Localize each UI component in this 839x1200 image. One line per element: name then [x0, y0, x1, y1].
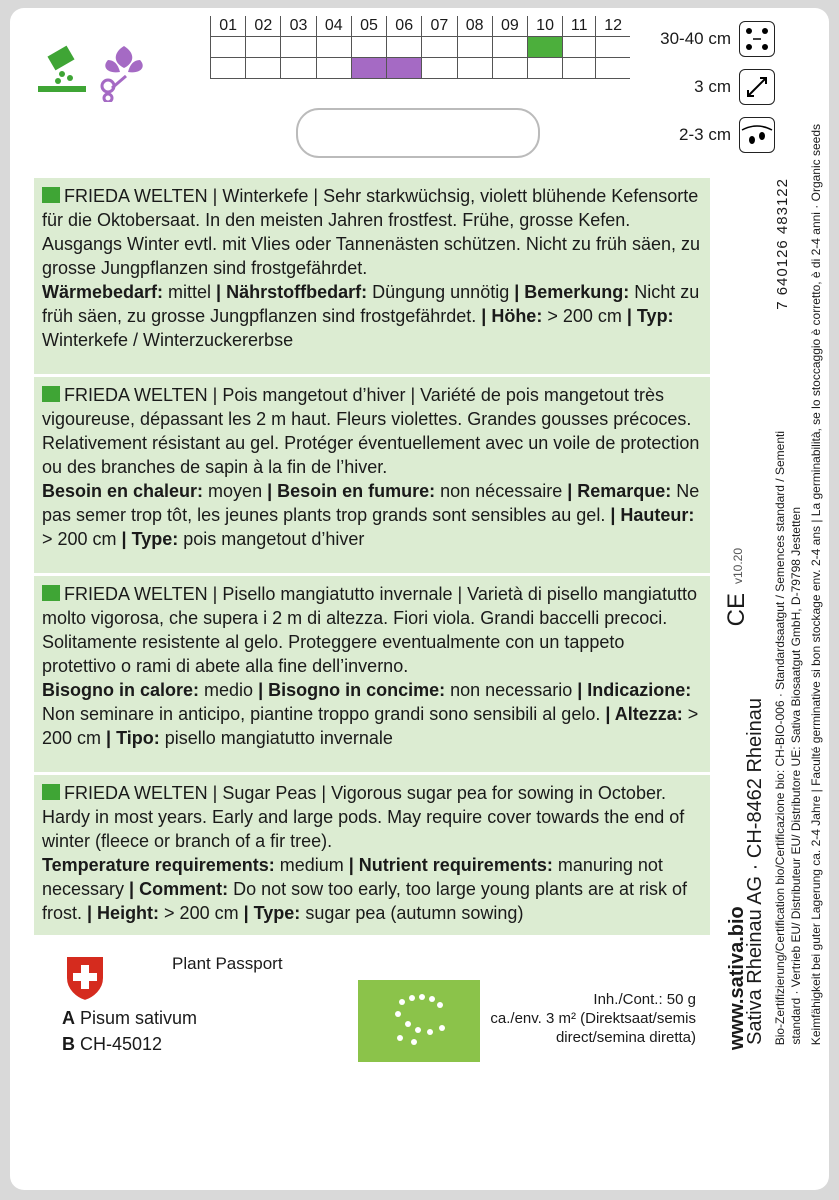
seed-packet-back: [10, 8, 829, 1190]
month-02: 02: [246, 16, 281, 37]
sowing-cell-02: [246, 58, 281, 79]
sowing-cell-04: [316, 58, 351, 79]
sowing-cell-11: [563, 58, 596, 79]
description-it: FRIEDA WELTEN | Pisello mangiatutto invernale | Varietà di pisello mangiatutto molto vigorosa, che supera i 2 m di altezza. Fiori viola. Grandi baccelli precoci. Solitamente resistente al gelo. Proteggere eventualmente con un tappeto protettivo o rami di abete alla fine dell’inverno.: [42, 584, 697, 676]
row-spacing-value: 30-40 cm: [660, 29, 731, 48]
version-label: v10.20: [731, 548, 745, 585]
month-04: 04: [316, 16, 351, 37]
sowing-depth-value: 2-3 cm: [679, 125, 731, 144]
sowing-cell-05: [351, 58, 386, 79]
swiss-shield-icon: [64, 954, 106, 1002]
germination-note: Keimfähigkeit bei guter Lagerung ca. 2-4 Jahre | Faculté germinative si bon stockage env. 2-4 ans | La germinabilità, se lo stoccaggio è corretto, è di 2-4 anni · Organic seeds: [809, 123, 823, 1045]
row-spacing: [625, 20, 775, 58]
sowing-icons: [38, 44, 148, 109]
hang-hole: [296, 108, 540, 158]
sowing-cell-09: [492, 58, 527, 79]
month-03: 03: [281, 16, 316, 37]
harvest-cell-10: [527, 37, 562, 58]
month-06: 06: [387, 16, 422, 37]
sowing-depth: [625, 116, 775, 154]
website: www.sativa.bio: [726, 906, 748, 1050]
certification-2: standard · Vertrieb EU/ Distributeur EU/ Distributore UE: Sativa Biosaatgut GmbH, D-79798 Jestetten: [789, 507, 803, 1045]
sowing-calendar: [210, 16, 630, 79]
month-11: 11: [563, 16, 596, 37]
month-12: 12: [596, 16, 630, 37]
plant-passport-title: Plant Passport: [172, 954, 283, 973]
green-square-icon: [42, 585, 60, 601]
month-09: 09: [492, 16, 527, 37]
harvest-cell-02: [246, 37, 281, 58]
ce-mark: CE: [723, 593, 750, 627]
contents-info: Inh./Cont.: 50 g ca./env. 3 m² (Direktsaat/semis direct/semina diretta): [490, 991, 696, 1046]
text-block-it: FRIEDA WELTEN | Pisello mangiatutto invernale | Varietà di pisello mangiatutto molto vigorosa, che supera i 2 m di altezza. Fiori viola. Grandi baccelli precoci. Solitamente resistente al gelo. Proteggere eventualmente con un tappeto protettivo o rami di abete alla fine dell’inverno. Bisogno in calore: medio | Bisogno in concime: non necessario | Indicazione: Non seminare in anticipo, piantine troppo grandi sono sensibili al gelo. | Altezza: > 200 cm | Tipo: pisello mangiatutto invernale: [34, 576, 710, 772]
green-square-icon: [42, 386, 60, 402]
month-08: 08: [457, 16, 492, 37]
sowing-cell-01: [211, 58, 246, 79]
harvest-cell-06: [387, 37, 422, 58]
company: Sativa Rheinau AG · CH-8462 Rheinau: [744, 698, 766, 1045]
description-de: FRIEDA WELTEN | Winterkefe | Sehr starkwüchsig, violett blühende Kefensorte für die Oktobersaat. In den meisten Jahren frostfest. Frühe, grosse Kefen. Ausgangs Winter evtl. mit Vlies oder Tannenästen schützen. Nicht zu früh säen, zu grosse Jungpflanzen sind frostgefährdet.: [42, 186, 701, 278]
spacing-legend: [625, 20, 775, 164]
harvest-cell-04: [316, 37, 351, 58]
month-07: 07: [422, 16, 457, 37]
seed-depth-icon: [739, 117, 775, 153]
month-10: 10: [527, 16, 562, 37]
eu-organic-logo: [358, 980, 480, 1062]
sowing-cell-10: [527, 58, 562, 79]
sowing-cell-08: [457, 58, 492, 79]
sowing-cell-03: [281, 58, 316, 79]
sowing-cell-06: [387, 58, 422, 79]
green-square-icon: [42, 187, 60, 203]
plant-spacing-value: 3 cm: [694, 77, 731, 96]
harvest-scissors-icon: [94, 42, 154, 102]
plant-spacing: [625, 68, 775, 106]
harvest-cell-03: [281, 37, 316, 58]
harvest-cell-11: [563, 37, 596, 58]
description-fr: FRIEDA WELTEN | Pois mangetout d’hiver | Variété de pois mangetout très vigoureuse, dépassant les 2 m haut. Fleurs violettes. Grandes gousses précoces. Relativement résistant au gel. Protéger éventuellement avec un voile de protection ou des branches de sapin à la fin de l’hiver.: [42, 385, 700, 477]
text-block-fr: FRIEDA WELTEN | Pois mangetout d’hiver | Variété de pois mangetout très vigoureuse, dépassant les 2 m haut. Fleurs violettes. Grandes gousses précoces. Relativement résistant au gel. Protéger éventuellement avec un voile de protection ou des branches de sapin à la fin de l’hiver. Besoin en chaleur: moyen | Besoin en fumure: non nécessaire | Remarque: Ne pas semer trop tôt, les jeunes plants trop grands sont sensibles au gel. | Hauteur: > 200 cm | Type: pois mangetout d’hiver: [34, 377, 710, 573]
month-01: 01: [211, 16, 246, 37]
barcode-number: 7 640126 483122: [774, 178, 791, 310]
text-block-de: FRIEDA WELTEN | Winterkefe | Sehr starkwüchsig, violett blühende Kefensorte für die Oktobersaat. In den meisten Jahren frostfest. Frühe, grosse Kefen. Ausgangs Winter evtl. mit Vlies oder Tannenästen schützen. Nicht zu früh säen, zu grosse Jungpflanzen sind frostgefährdet. Wärmebedarf: mittel | Nährstoffbedarf: Düngung unnötig | Bemerkung: Nicht zu früh säen, zu grosse Jungpflanzen sind frostgefährdet. | Höhe: > 200 cm | Typ: Winterkefe / Winterzuckererbse: [34, 178, 710, 374]
certification-1: Bio-Zertifizierung/Certification bio/Certificazione bio: CH-BIO-006 · Standardsaatgut / Semences standard / Sementi: [773, 430, 787, 1045]
passport-a: A Pisum sativum: [62, 1008, 198, 1028]
passport-b: B CH-45012: [62, 1034, 163, 1054]
harvest-cell-09: [492, 37, 527, 58]
green-square-icon: [42, 784, 60, 800]
bottom-info: [10, 936, 710, 1086]
month-05: 05: [351, 16, 386, 37]
sowing-cell-07: [422, 58, 457, 79]
dots-grid-icon: [739, 21, 775, 57]
description-en: FRIEDA WELTEN | Sugar Peas | Vigorous sugar pea for sowing in October. Hardy in most years. Early and large pods. May require cover towards the end of winter (fleece or branch of a fir tree).: [42, 783, 685, 851]
text-block-en: FRIEDA WELTEN | Sugar Peas | Vigorous sugar pea for sowing in October. Hardy in most years. Early and large pods. May require cover towards the end of winter (fleece or branch of a fir tree). Temperature requirements: medium | Nutrient requirements: manuring not necessary | Comment: Do not sow too early, too large young plants are at risk of frost. | Height: > 200 cm | Type: sugar pea (autumn sowing): [34, 775, 710, 935]
harvest-cell-05: [351, 37, 386, 58]
harvest-cell-01: [211, 37, 246, 58]
harvest-cell-07: [422, 37, 457, 58]
harvest-cell-08: [457, 37, 492, 58]
diagonal-arrow-icon: [739, 69, 775, 105]
